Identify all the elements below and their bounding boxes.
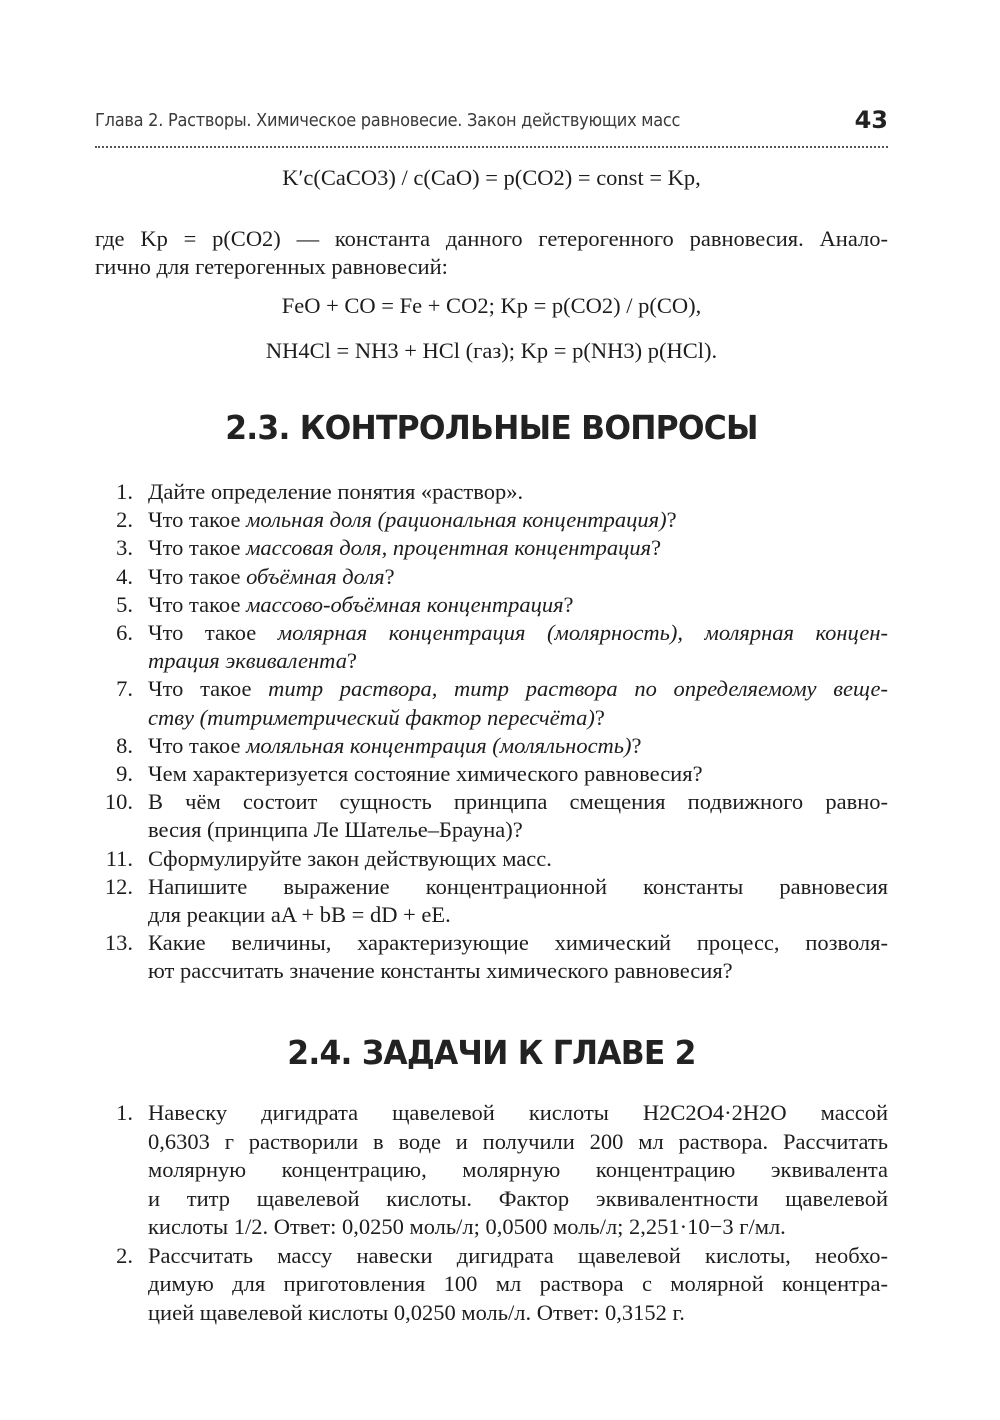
task-line: цией щавелевой кислоты 0,0250 моль/л. Ответ: 0,3152 г.	[148, 1299, 685, 1325]
item-prefix: Что такое	[148, 535, 247, 561]
list-item	[95, 732, 888, 760]
item-number: 2.	[116, 507, 133, 533]
item-text: Сформулируйте закон действующих масс.	[148, 845, 552, 871]
list-item	[95, 478, 888, 506]
paragraph-line: где Kp = p(CO2) — константа данного гетерогенного равновесия. Анало-	[95, 226, 888, 251]
page-number: 43	[854, 106, 888, 134]
running-header	[95, 106, 888, 148]
item-term: моляльная концентрация (моляльность)	[246, 732, 632, 758]
task-line: Рассчитать массу навески дигидрата щавелевой кислоты, необхо-	[148, 1242, 888, 1268]
item-text: Дайте определение понятия «раствор».	[148, 479, 524, 504]
task-line: и титр щавелевой кислоты. Фактор эквивалентности щавелевой	[148, 1185, 888, 1211]
item-suffix: ?	[651, 535, 662, 561]
item-number: 13.	[104, 930, 133, 956]
paragraph-heterogeneous	[95, 225, 888, 281]
control-questions-list	[95, 478, 888, 986]
item-line: ют рассчитать значение константы химического равновесия?	[148, 958, 733, 984]
task-line: димую для приготовления 100 мл раствора с молярной концентра-	[148, 1271, 888, 1296]
formula-equilibrium-caco3: K′c(CaCO3) / c(CaO) = p(CO2) = const = Kp,	[282, 165, 701, 190]
task-number: 1.	[116, 1100, 133, 1125]
item-term: трация эквивалента	[148, 648, 347, 674]
task-number: 2.	[116, 1242, 133, 1268]
section-title-control-questions: 2.3. КОНТРОЛЬНЫЕ ВОПРОСЫ	[225, 408, 758, 447]
task-line: Навеску дигидрата щавелевой кислоты H2C2O4·2H2O массой	[148, 1100, 888, 1125]
tasks-list	[95, 1099, 888, 1327]
list-item	[95, 873, 888, 929]
item-number: 3.	[116, 535, 133, 561]
chapter-title: Глава 2. Растворы. Химическое равновесие. Закон действующих масс	[95, 110, 681, 131]
item-number: 5.	[116, 591, 133, 617]
item-prefix: Что такое	[148, 507, 247, 533]
item-prefix: Что такое	[148, 563, 247, 589]
list-item	[95, 760, 888, 788]
list-item	[95, 675, 888, 731]
item-term: массово-объёмная концентрация	[246, 591, 564, 617]
paragraph-line: гично для гетерогенных равновесий:	[95, 254, 448, 279]
item-number: 8.	[116, 732, 133, 758]
item-text: Чем характеризуется состояние химического равновесия?	[148, 761, 703, 787]
item-line: Напишите выражение концентрационной константы равновесия	[148, 873, 888, 899]
task-line: 0,6303 г растворили в воде и получили 200 мл раствора. Рассчитать	[148, 1128, 888, 1154]
task-item	[95, 1242, 888, 1328]
item-suffix: ?	[666, 507, 677, 533]
item-number: 7.	[116, 676, 133, 702]
item-line: Какие величины, характеризующие химический процесс, позволя-	[148, 930, 888, 956]
item-term: мольная доля (рациональная концентрация)	[246, 507, 667, 533]
item-suffix: ?	[346, 648, 357, 674]
item-prefix: Что такое	[148, 676, 269, 702]
item-term: массовая доля, процентная концентрация	[246, 535, 652, 561]
list-item	[95, 563, 888, 591]
item-number: 6.	[116, 620, 133, 646]
item-line: весия (принципа Ле Шателье–Брауна)?	[148, 817, 523, 843]
item-suffix: ?	[631, 732, 642, 758]
section-title-tasks: 2.4. ЗАДАЧИ К ГЛАВЕ 2	[287, 1033, 696, 1072]
item-line: для реакции aA + bB = dD + eE.	[148, 902, 451, 928]
item-suffix: ?	[563, 591, 574, 617]
item-term: ству (титриметрический фактор пересчёта)	[148, 704, 595, 730]
item-prefix: Что такое	[148, 591, 247, 617]
list-item	[95, 591, 888, 619]
item-term: титр раствора, титр раствора по определяемому веще-	[268, 676, 888, 702]
item-term: молярная концентрация (молярность), молярная концен-	[277, 620, 888, 646]
item-number: 9.	[116, 761, 133, 787]
item-number: 12.	[104, 873, 133, 899]
item-prefix: Что такое	[148, 620, 278, 646]
item-number: 4.	[116, 563, 133, 589]
item-line: В чём состоит сущность принципа смещения подвижного равно-	[148, 789, 888, 815]
item-suffix: ?	[594, 704, 605, 730]
item-suffix: ?	[384, 563, 395, 589]
item-number: 1.	[116, 479, 133, 504]
item-number: 10.	[104, 789, 133, 815]
list-item	[95, 619, 888, 675]
list-item	[95, 534, 888, 562]
formula-feo: FeO + CO = Fe + CO2; Kp = p(CO2) / p(CO),	[281, 293, 702, 318]
task-line: кислоты 1/2. Ответ: 0,0250 моль/л; 0,0500 моль/л; 2,251·10−3 г/мл.	[148, 1214, 786, 1239]
task-line: молярную концентрацию, молярную концентрацию эквивалента	[148, 1157, 888, 1182]
list-item	[95, 788, 888, 844]
list-item	[95, 506, 888, 534]
task-item	[95, 1099, 888, 1242]
item-prefix: Что такое	[148, 732, 247, 758]
list-item	[95, 845, 888, 873]
item-number: 11.	[105, 845, 133, 871]
list-item	[95, 929, 888, 985]
formula-nh4cl: NH4Cl = NH3 + HCl (газ); Kp = p(NH3) p(HCl).	[265, 338, 718, 363]
item-term: объёмная доля	[246, 563, 385, 589]
